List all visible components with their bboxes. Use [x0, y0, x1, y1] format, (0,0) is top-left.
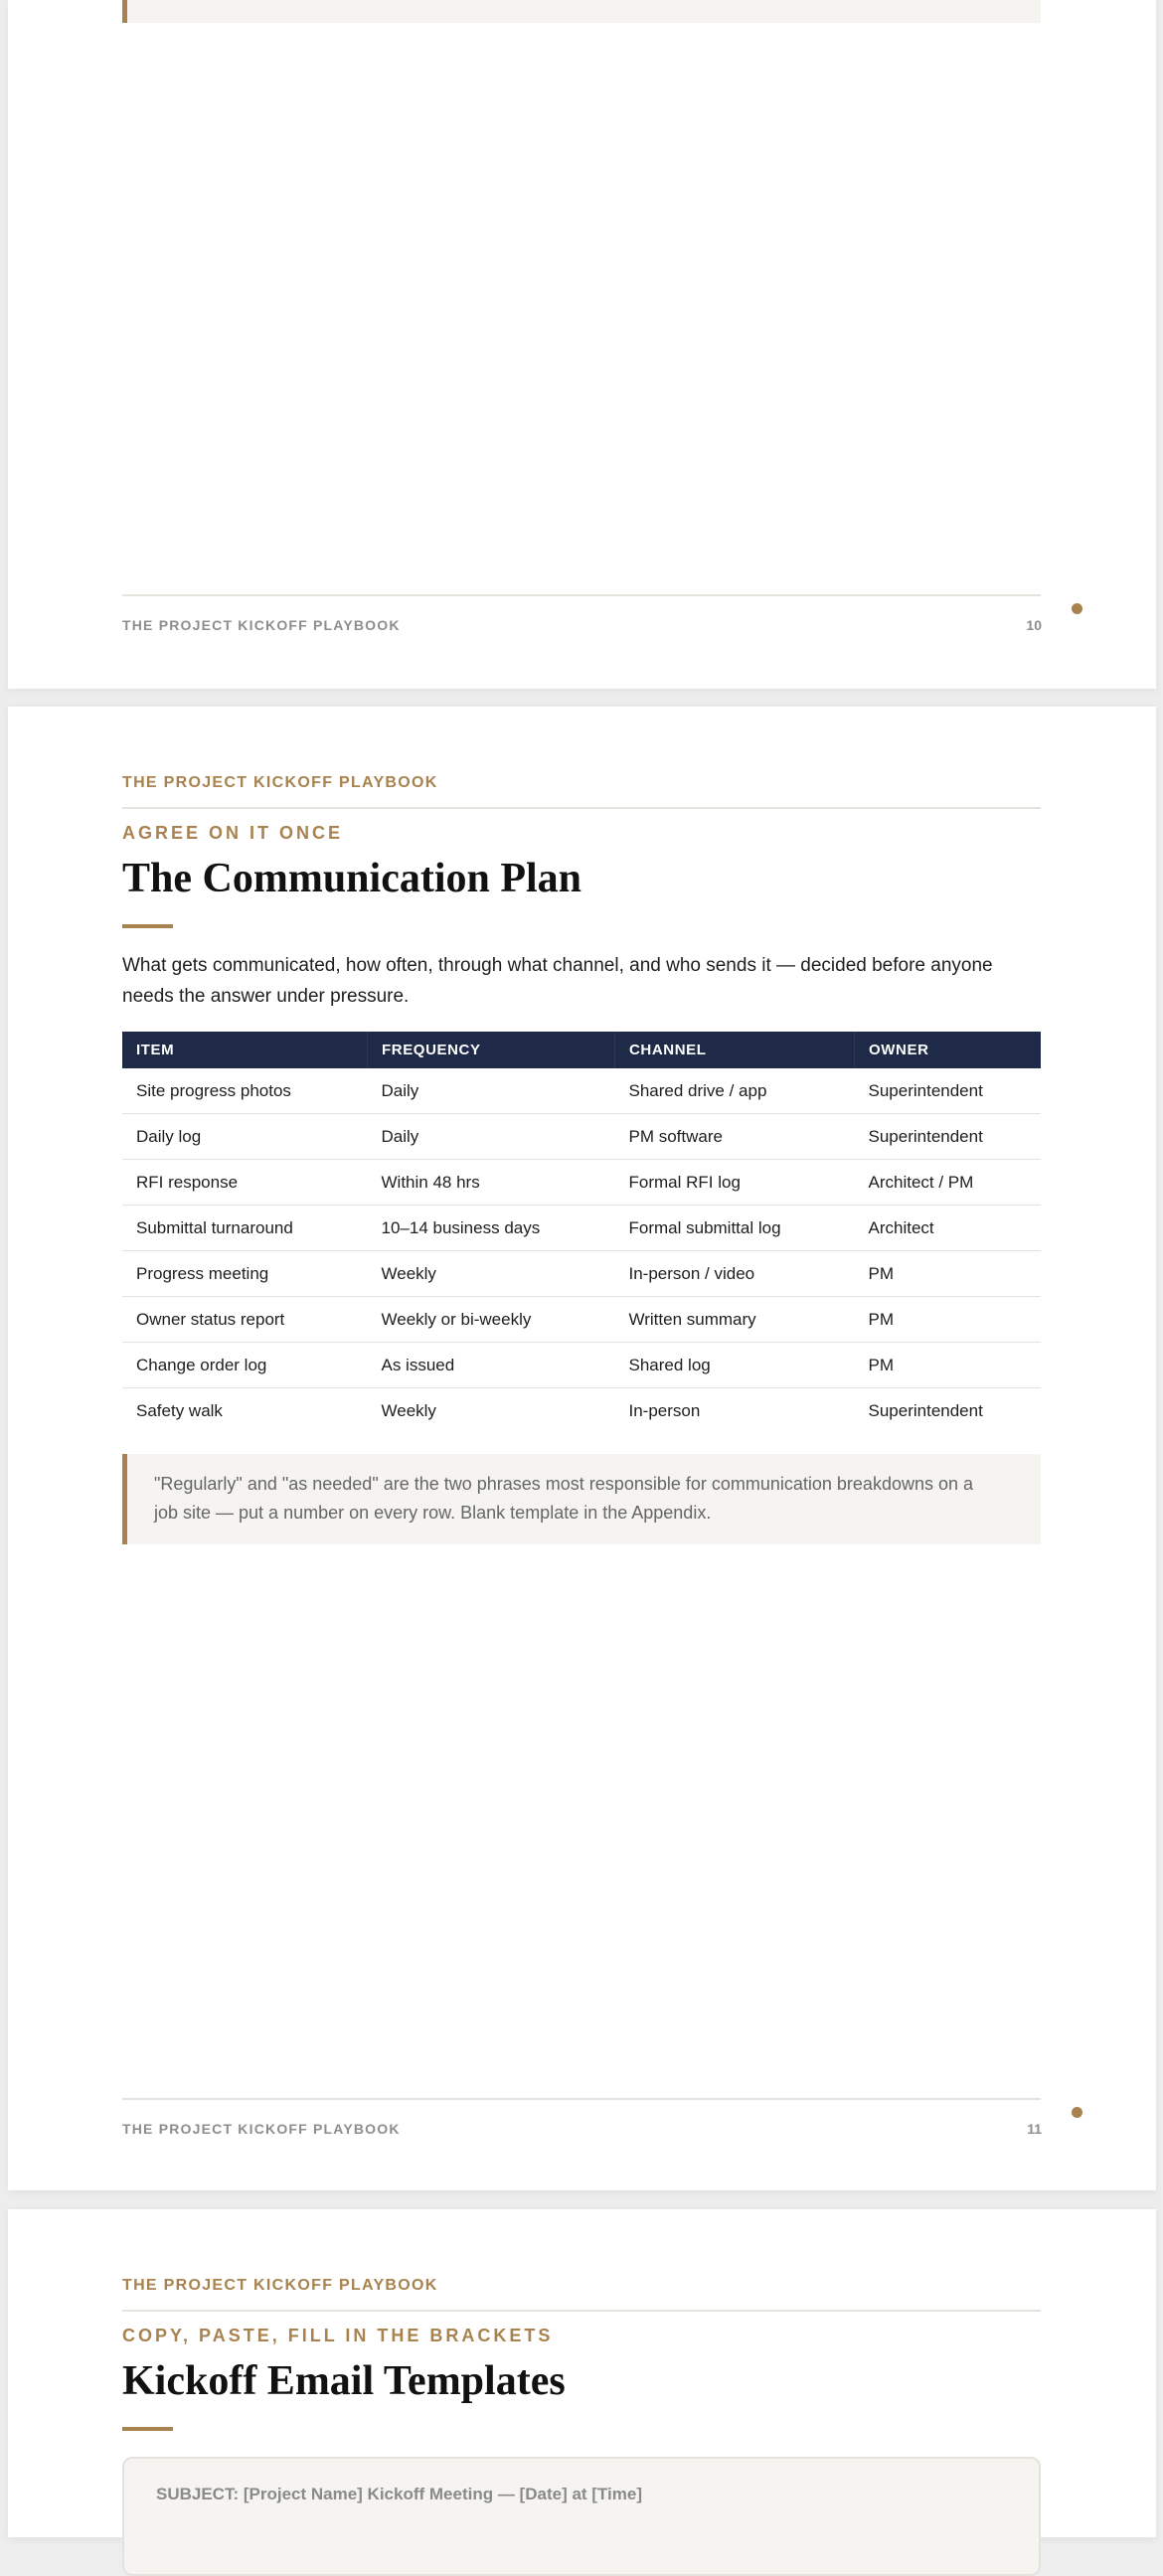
- table-row: [122, 1251, 1041, 1297]
- cell-frequency: As issued: [368, 1343, 615, 1388]
- email-template-card: [122, 2457, 1041, 2576]
- page-marker-dot: [1072, 603, 1082, 614]
- title-underline: [122, 924, 173, 928]
- cell-item: Submittal turnaround: [122, 1206, 368, 1251]
- footer-title: THE PROJECT KICKOFF PLAYBOOK: [122, 617, 401, 633]
- cell-channel: Formal submittal log: [615, 1206, 855, 1251]
- section-kicker: COPY, PASTE, FILL IN THE BRACKETS: [122, 2326, 554, 2345]
- footer-rule: [122, 2098, 1041, 2100]
- column-header-frequency: FREQUENCY: [368, 1032, 615, 1068]
- table-row: [122, 1297, 1041, 1343]
- cell-owner: PM: [855, 1343, 1042, 1388]
- cell-owner: Superintendent: [855, 1068, 1042, 1114]
- cell-frequency: Within 48 hrs: [368, 1160, 615, 1206]
- communication-plan-table: [122, 1032, 1041, 1433]
- cell-frequency: Weekly or bi-weekly: [368, 1297, 615, 1343]
- cell-owner: PM: [855, 1297, 1042, 1343]
- column-header-item: ITEM: [122, 1032, 368, 1068]
- cell-item: Safety walk: [136, 1400, 223, 1420]
- cell-item: RFI response: [122, 1160, 368, 1206]
- title-underline: [122, 2427, 173, 2431]
- page-number: 10: [1026, 617, 1042, 633]
- table-row: [122, 1388, 1041, 1434]
- cell-channel: Formal RFI log: [615, 1160, 855, 1206]
- cell-frequency: 10–14 business days: [368, 1206, 615, 1251]
- column-header-channel: CHANNEL: [615, 1032, 855, 1068]
- page-title: Kickoff Email Templates: [122, 2358, 566, 2404]
- cell-item: Owner status report: [122, 1297, 368, 1343]
- cell-channel: Shared drive / app: [615, 1068, 855, 1114]
- table-row: [122, 1343, 1041, 1388]
- cell-owner: Superintendent: [868, 1400, 983, 1420]
- cell-item: Progress meeting: [122, 1251, 368, 1297]
- table-row: [122, 1068, 1041, 1114]
- cell-owner: Architect: [855, 1206, 1042, 1251]
- cell-frequency: Weekly: [381, 1400, 436, 1420]
- section-kicker: AGREE ON IT ONCE: [122, 823, 344, 843]
- page-title: The Communication Plan: [122, 856, 582, 901]
- callout-box: [122, 0, 1041, 23]
- header-rule: [122, 807, 1041, 809]
- footer-rule: [122, 594, 1041, 596]
- footer-title: THE PROJECT KICKOFF PLAYBOOK: [122, 2121, 401, 2137]
- tip-callout: "Regularly" and "as needed" are the two phrases most responsible for communication breakdowns on a job site — put a number on every row. Blank template in the Appendix.: [122, 1454, 1041, 1544]
- running-head: THE PROJECT KICKOFF PLAYBOOK: [122, 2277, 438, 2294]
- cell-item: Site progress photos: [122, 1068, 368, 1114]
- cell-channel: PM software: [615, 1114, 855, 1160]
- table-row: [122, 1206, 1041, 1251]
- page-12: [8, 2209, 1156, 2537]
- email-subject-line: SUBJECT: [Project Name] Kickoff Meeting — [Date] at [Time]: [156, 2485, 642, 2503]
- page-marker-dot: [1072, 2107, 1082, 2118]
- table-row: [122, 1114, 1041, 1160]
- cell-channel: In-person / video: [615, 1251, 855, 1297]
- page-10: [8, 0, 1156, 689]
- cell-owner: Superintendent: [855, 1114, 1042, 1160]
- cell-owner: Architect / PM: [855, 1160, 1042, 1206]
- cell-item: Change order log: [122, 1343, 368, 1388]
- cell-frequency: Daily: [368, 1114, 615, 1160]
- cell-channel: Shared log: [615, 1343, 855, 1388]
- page-number: 11: [1027, 2121, 1042, 2137]
- cell-channel: Written summary: [615, 1297, 855, 1343]
- intro-paragraph: What gets communicated, how often, through what channel, and who sends it — decided before anyone needs the answer under pressure.: [122, 955, 993, 1007]
- cell-item: Daily log: [122, 1114, 368, 1160]
- cell-frequency: Weekly: [368, 1251, 615, 1297]
- page-11: [8, 707, 1156, 2190]
- table-row: [122, 1160, 1041, 1206]
- cell-frequency: Daily: [368, 1068, 615, 1114]
- cell-channel: In-person: [628, 1400, 701, 1420]
- table-header-row: [122, 1032, 1041, 1068]
- header-rule: [122, 2310, 1041, 2312]
- running-head: THE PROJECT KICKOFF PLAYBOOK: [122, 774, 438, 791]
- column-header-owner: OWNER: [855, 1032, 1042, 1068]
- cell-owner: PM: [855, 1251, 1042, 1297]
